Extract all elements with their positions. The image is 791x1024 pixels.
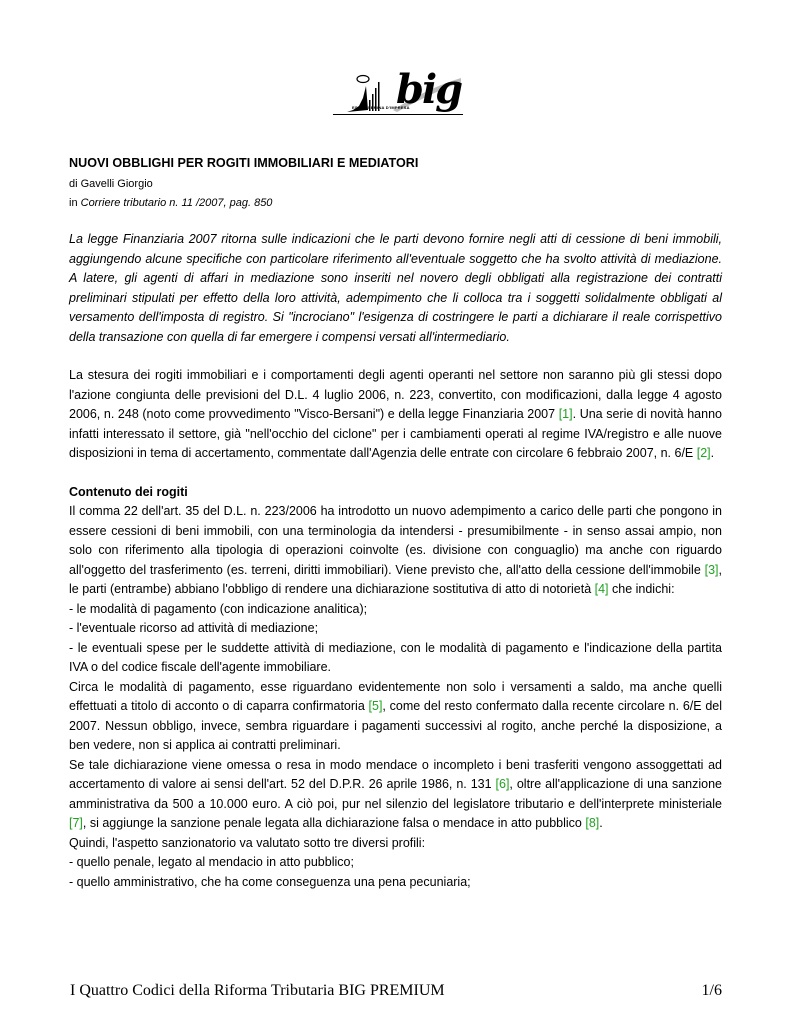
footer-title: I Quattro Codici della Riforma Tributaria BIG PREMIUM bbox=[70, 982, 445, 999]
article-title: NUOVI OBBLIGHI PER ROGITI IMMOBILIARI E MEDIATORI bbox=[69, 156, 419, 170]
author-prefix: di bbox=[69, 178, 78, 190]
p1-text-1: Il comma 22 dell'art. 35 del D.L. n. 223/2006 ha introdotto un nuovo adempimento a carico delle parti che pongono in essere cessioni di beni immobili, con una terminologia da intendersi - presumibilmente - in senso assai ampio, non solo con riferimento alla tipologia di operazioni coinvolte (es. divisione con conguaglio) ma anche con riguardo all'oggetto del trasferimento (es. terreni, diritti immobiliari). Viene previsto che, all'atto della cessione dell'immobile bbox=[69, 504, 722, 577]
list-item: - l'eventuale ricorso ad attività di mediazione; bbox=[69, 621, 319, 635]
footnote-link-3[interactable]: [3] bbox=[704, 562, 719, 577]
page-number: 1/6 bbox=[701, 982, 722, 999]
article-body bbox=[69, 155, 722, 892]
intro-paragraph bbox=[69, 366, 722, 464]
list-item: - quello amministrativo, che ha come conseguenza una pena pecuniaria; bbox=[69, 874, 471, 889]
p2-text-2: , come del resto confermato dalla recente circolare n. 6/E del 2007. Nessun obbligo, invece, sembra riguardare i pagamenti successivi al rogito, anche perché la disposizione, a ben vedere, non si applica ai contratti preliminari. bbox=[69, 699, 723, 752]
source-prefix: in bbox=[69, 197, 78, 209]
logo-underline bbox=[333, 114, 463, 115]
footnote-link-1[interactable]: [1] bbox=[558, 407, 573, 421]
intro-text-2: . Una serie di novità hanno infatti interessato il settore, già "nell'occhio del ciclone" per i cambiamenti operati al regime IVA/registro e alle nuove disposizioni in tema di accertamento, commentate dall'Agenzia delle entrate con circolare 6 febbraio 2007, n. 6/E bbox=[69, 407, 722, 460]
author-name: Gavelli Giorgio bbox=[80, 178, 153, 190]
p3-text-4: . bbox=[599, 816, 603, 830]
footnote-link-8[interactable]: [8] bbox=[585, 816, 600, 830]
p2-text-1: Circa le modalità di pagamento, esse riguardano evidentemente non solo i versamenti a saldo, ma anche quelli effettuati a titolo di acconto o di caparra confirmatoria bbox=[69, 679, 722, 713]
footnote-link-2[interactable]: [2] bbox=[696, 446, 711, 460]
p3-text-3: , si aggiunge la sanzione penale legata alla dichiarazione falsa o mendace in atto pubblico bbox=[82, 816, 586, 830]
source-name: Corriere tributario n. 11 /2007, pag. 850 bbox=[80, 197, 273, 209]
section-paragraph-2 bbox=[69, 678, 722, 756]
section-heading: Contenuto dei rogiti bbox=[69, 484, 188, 499]
section-paragraph-3 bbox=[69, 756, 722, 834]
footnote-link-6[interactable]: [6] bbox=[495, 777, 510, 791]
p3-text-2: , oltre all'applicazione di una sanzione amministrativa da 500 a 10.000 euro. A ciò poi, pur nel silenzio del legislatore tributario e dell'interprete ministeriale bbox=[69, 777, 722, 811]
list-item: - le modalità di pagamento (con indicazione analitica); bbox=[69, 601, 368, 616]
p1-text-2: , le parti (entrambe) abbiano l'obbligo di rendere una dichiarazione sostitutiva di atto di notorietà bbox=[69, 562, 722, 596]
list-item: - le eventuali spese per le suddette attività di mediazione, con le modalità di pagamento e l'indicazione della partita IVA o del codice fiscale dell'agente immobiliare. bbox=[69, 640, 722, 674]
article-abstract: La legge Finanziaria 2007 ritorna sulle indicazioni che le parti devono fornire negli atti di cessione di beni immobili, aggiungendo alcune specifiche con particolare riferimento all'eventuale soggetto che ha svolto attività di mediazione. A latere, gli agenti di affari in mediazione sono inseriti nel novero degli obbligati alla registrazione dei contratti preliminari stipulati per effetto della loro attività, adempimento che li colloca tra i soggetti solidalmente obbligati al versamento dell'imposta di registro. Si "incrociano" l'esigenza di costringere le parti a dichiarare il reale corrispettivo della transazione con quella di far emergere i compensi versati all'intermediario. bbox=[69, 232, 722, 344]
p1-text-3: che indichi: bbox=[608, 582, 675, 596]
list-item: - quello penale, legato al mendacio in atto pubblico; bbox=[69, 855, 354, 869]
section-paragraph-1 bbox=[69, 502, 722, 600]
footnote-link-4[interactable]: [4] bbox=[594, 582, 609, 596]
page-footer bbox=[70, 982, 722, 1000]
section-paragraph-4: Quindi, l'aspetto sanzionatorio va valutato sotto tre diversi profili: bbox=[69, 835, 426, 850]
logo-brand: big bbox=[396, 66, 462, 113]
p3-text-1: Se tale dichiarazione viene omessa o resa in modo mendace o incompleto i beni trasferiti vengono assoggettati ad accertamento di valore ai sensi dell'art. 52 del D.P.R. 26 aprile 1986, n. 131 bbox=[69, 757, 722, 791]
intro-text-1: La stesura dei rogiti immobiliari e i comportamenti degli agenti operanti nel settore non saranno più gli stessi dopo l'azione congiunta delle previsioni del D.L. 4 luglio 2006, n. 223, convertito, con modificazioni, dalla legge 4 agosto 2006, n. 248 (noto come provvedimento "Visco-Bersani") e della legge Finanziaria 2007 bbox=[69, 368, 722, 421]
article-source bbox=[69, 194, 722, 213]
footnote-link-5[interactable]: [5] bbox=[368, 699, 383, 713]
article-author bbox=[69, 175, 722, 194]
footnote-link-7[interactable]: [7] bbox=[69, 816, 83, 830]
intro-text-3: . bbox=[710, 446, 715, 460]
logo-tagline: ESSER SEMINA D'IMPRESA bbox=[352, 105, 410, 110]
